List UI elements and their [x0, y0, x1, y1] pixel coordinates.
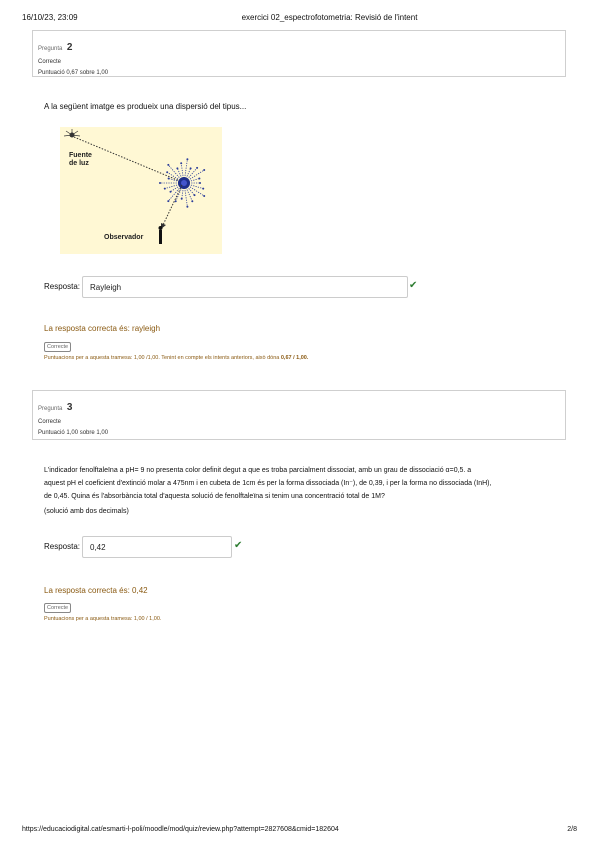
question-3-marks: Puntuacions per a aquesta tramesa: 1,00 / 1,00.: [44, 616, 162, 622]
observer-label: Observador: [104, 234, 144, 241]
scattering-figure: [60, 127, 222, 254]
print-footer: [22, 826, 577, 836]
question-label: Pregunta: [38, 46, 63, 52]
question-3-answer-row: [44, 536, 254, 558]
page-url: https://educaciodigital.cat/esmarti-l-poli/moodle/mod/quiz/review.php?attempt=2827608&cmid=182604: [22, 826, 339, 833]
marks-text: Puntuacions per a aquesta tramesa: 1,00 /1,00. Tenint en compte els intents anteriors, això dóna: [44, 355, 280, 361]
answer-label: Resposta:: [44, 282, 81, 291]
check-icon: ✔: [409, 280, 418, 291]
question-state: Correcte: [38, 59, 62, 65]
question-3-info: [32, 390, 566, 440]
question-state: Correcte: [38, 419, 62, 425]
question-2-correct-answer: La resposta correcta és: rayleigh: [44, 324, 161, 333]
question-number: 2: [66, 42, 73, 53]
question-2-correct-badge: Correcte: [44, 342, 71, 352]
light-source-label-line2: de luz: [69, 160, 89, 167]
question-number: 3: [66, 402, 73, 413]
question-3-correct-badge: Correcte: [44, 603, 71, 613]
print-header: [22, 13, 577, 25]
question-3-text: [44, 464, 564, 518]
question-grade: Puntuació 0,67 sobre 1,00: [38, 70, 109, 76]
light-source-label: Fuente: [69, 152, 92, 159]
question-label: Pregunta: [38, 406, 63, 412]
question-3-text-line: L'indicador fenolftaleïna a pH= 9 no presenta color definit degut a que es troba parcialment dissociat, amb un grau de dissociació α=0,5. a: [44, 467, 472, 474]
question-3-text-line: de 0,45. Quina és l'absorbància total d'aquesta solució de fenolftaleïna si tenim una concentració total de 1M?: [44, 493, 385, 500]
page-number: 2/8: [567, 826, 577, 833]
print-date: 16/10/23, 23:09: [22, 13, 78, 22]
answer-input[interactable]: Rayleigh: [82, 276, 408, 298]
answer-input[interactable]: 0,42: [82, 536, 232, 558]
question-2-text: A la següent imatge es produeix una dispersió del tipus...: [44, 102, 247, 111]
question-2-info: [32, 30, 566, 77]
question-grade: Puntuació 1,00 sobre 1,00: [38, 430, 109, 436]
question-2-answer-row: [44, 276, 424, 298]
question-3-correct-answer: La resposta correcta és: 0,42: [44, 586, 148, 595]
answer-label: Resposta:: [44, 542, 81, 551]
question-2-marks: [44, 355, 308, 361]
check-icon: ✔: [234, 540, 243, 551]
marks-bold: 0,67 / 1,00.: [280, 355, 309, 361]
print-title: exercici 02_espectrofotometria: Revisió de l'intent: [241, 13, 418, 22]
question-3-text-line: aquest pH el coeficient d'extinció molar a 475nm i en cubeta de 1cm és per la forma dissociada (In⁻), de 0,39, i per la forma no dissociada (InH),: [44, 480, 492, 487]
question-3-text-line: (solució amb dos decimals): [44, 508, 129, 515]
